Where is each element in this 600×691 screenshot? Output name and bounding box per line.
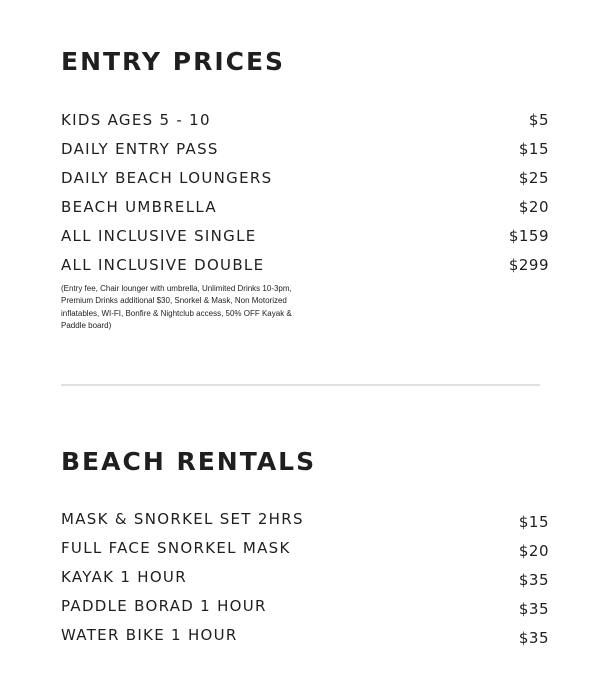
item-name: ALL INCLUSIVE SINGLE [61, 227, 257, 245]
price-row [61, 110, 549, 139]
item-name: DAILY ENTRY PASS [61, 140, 219, 158]
item-name: KAYAK 1 HOUR [61, 568, 187, 586]
item-price: $20 [518, 542, 549, 560]
section-divider [61, 384, 540, 386]
item-price: $15 [518, 513, 549, 531]
all-inclusive-note: (Entry fee, Chair lounger with umbrella, Unlimited Drinks 10-3pm, Premium Drinks additional $30, Snorkel & Mask, Non Motorized inflatables, WI-FI, Bonfire & Nightclub access, 50% OFF Kayak & Paddle board) [61, 284, 292, 330]
rental-row [61, 567, 549, 596]
rental-row [61, 625, 549, 654]
beach-rentals-list [61, 509, 549, 654]
item-name: DAILY BEACH LOUNGERS [61, 169, 273, 187]
price-row [61, 168, 549, 197]
rental-row [61, 509, 549, 538]
item-name: MASK & SNORKEL SET 2HRS [61, 510, 304, 528]
rental-row [61, 538, 549, 567]
item-price: $159 [508, 227, 549, 245]
item-name: WATER BIKE 1 HOUR [61, 626, 238, 644]
item-price: $35 [518, 629, 549, 647]
price-row [61, 139, 549, 168]
item-name: PADDLE BORAD 1 HOUR [61, 597, 267, 615]
item-price: $35 [518, 571, 549, 589]
item-price: $20 [518, 198, 549, 216]
item-name: FULL FACE SNORKEL MASK [61, 539, 291, 557]
price-row [61, 255, 549, 284]
entry-prices-list [61, 110, 549, 284]
price-row [61, 197, 549, 226]
item-price: $35 [518, 600, 549, 618]
item-name: BEACH UMBRELLA [61, 198, 217, 216]
price-row [61, 226, 549, 255]
item-price: $25 [518, 169, 549, 187]
item-name: KIDS AGES 5 - 10 [61, 111, 211, 129]
entry-prices-heading: ENTRY PRICES [61, 47, 286, 76]
item-price: $5 [528, 111, 549, 129]
item-price: $299 [508, 256, 549, 274]
rental-row [61, 596, 549, 625]
beach-rentals-heading: BEACH RENTALS [61, 447, 317, 476]
item-name: ALL INCLUSIVE DOUBLE [61, 256, 265, 274]
item-price: $15 [518, 140, 549, 158]
